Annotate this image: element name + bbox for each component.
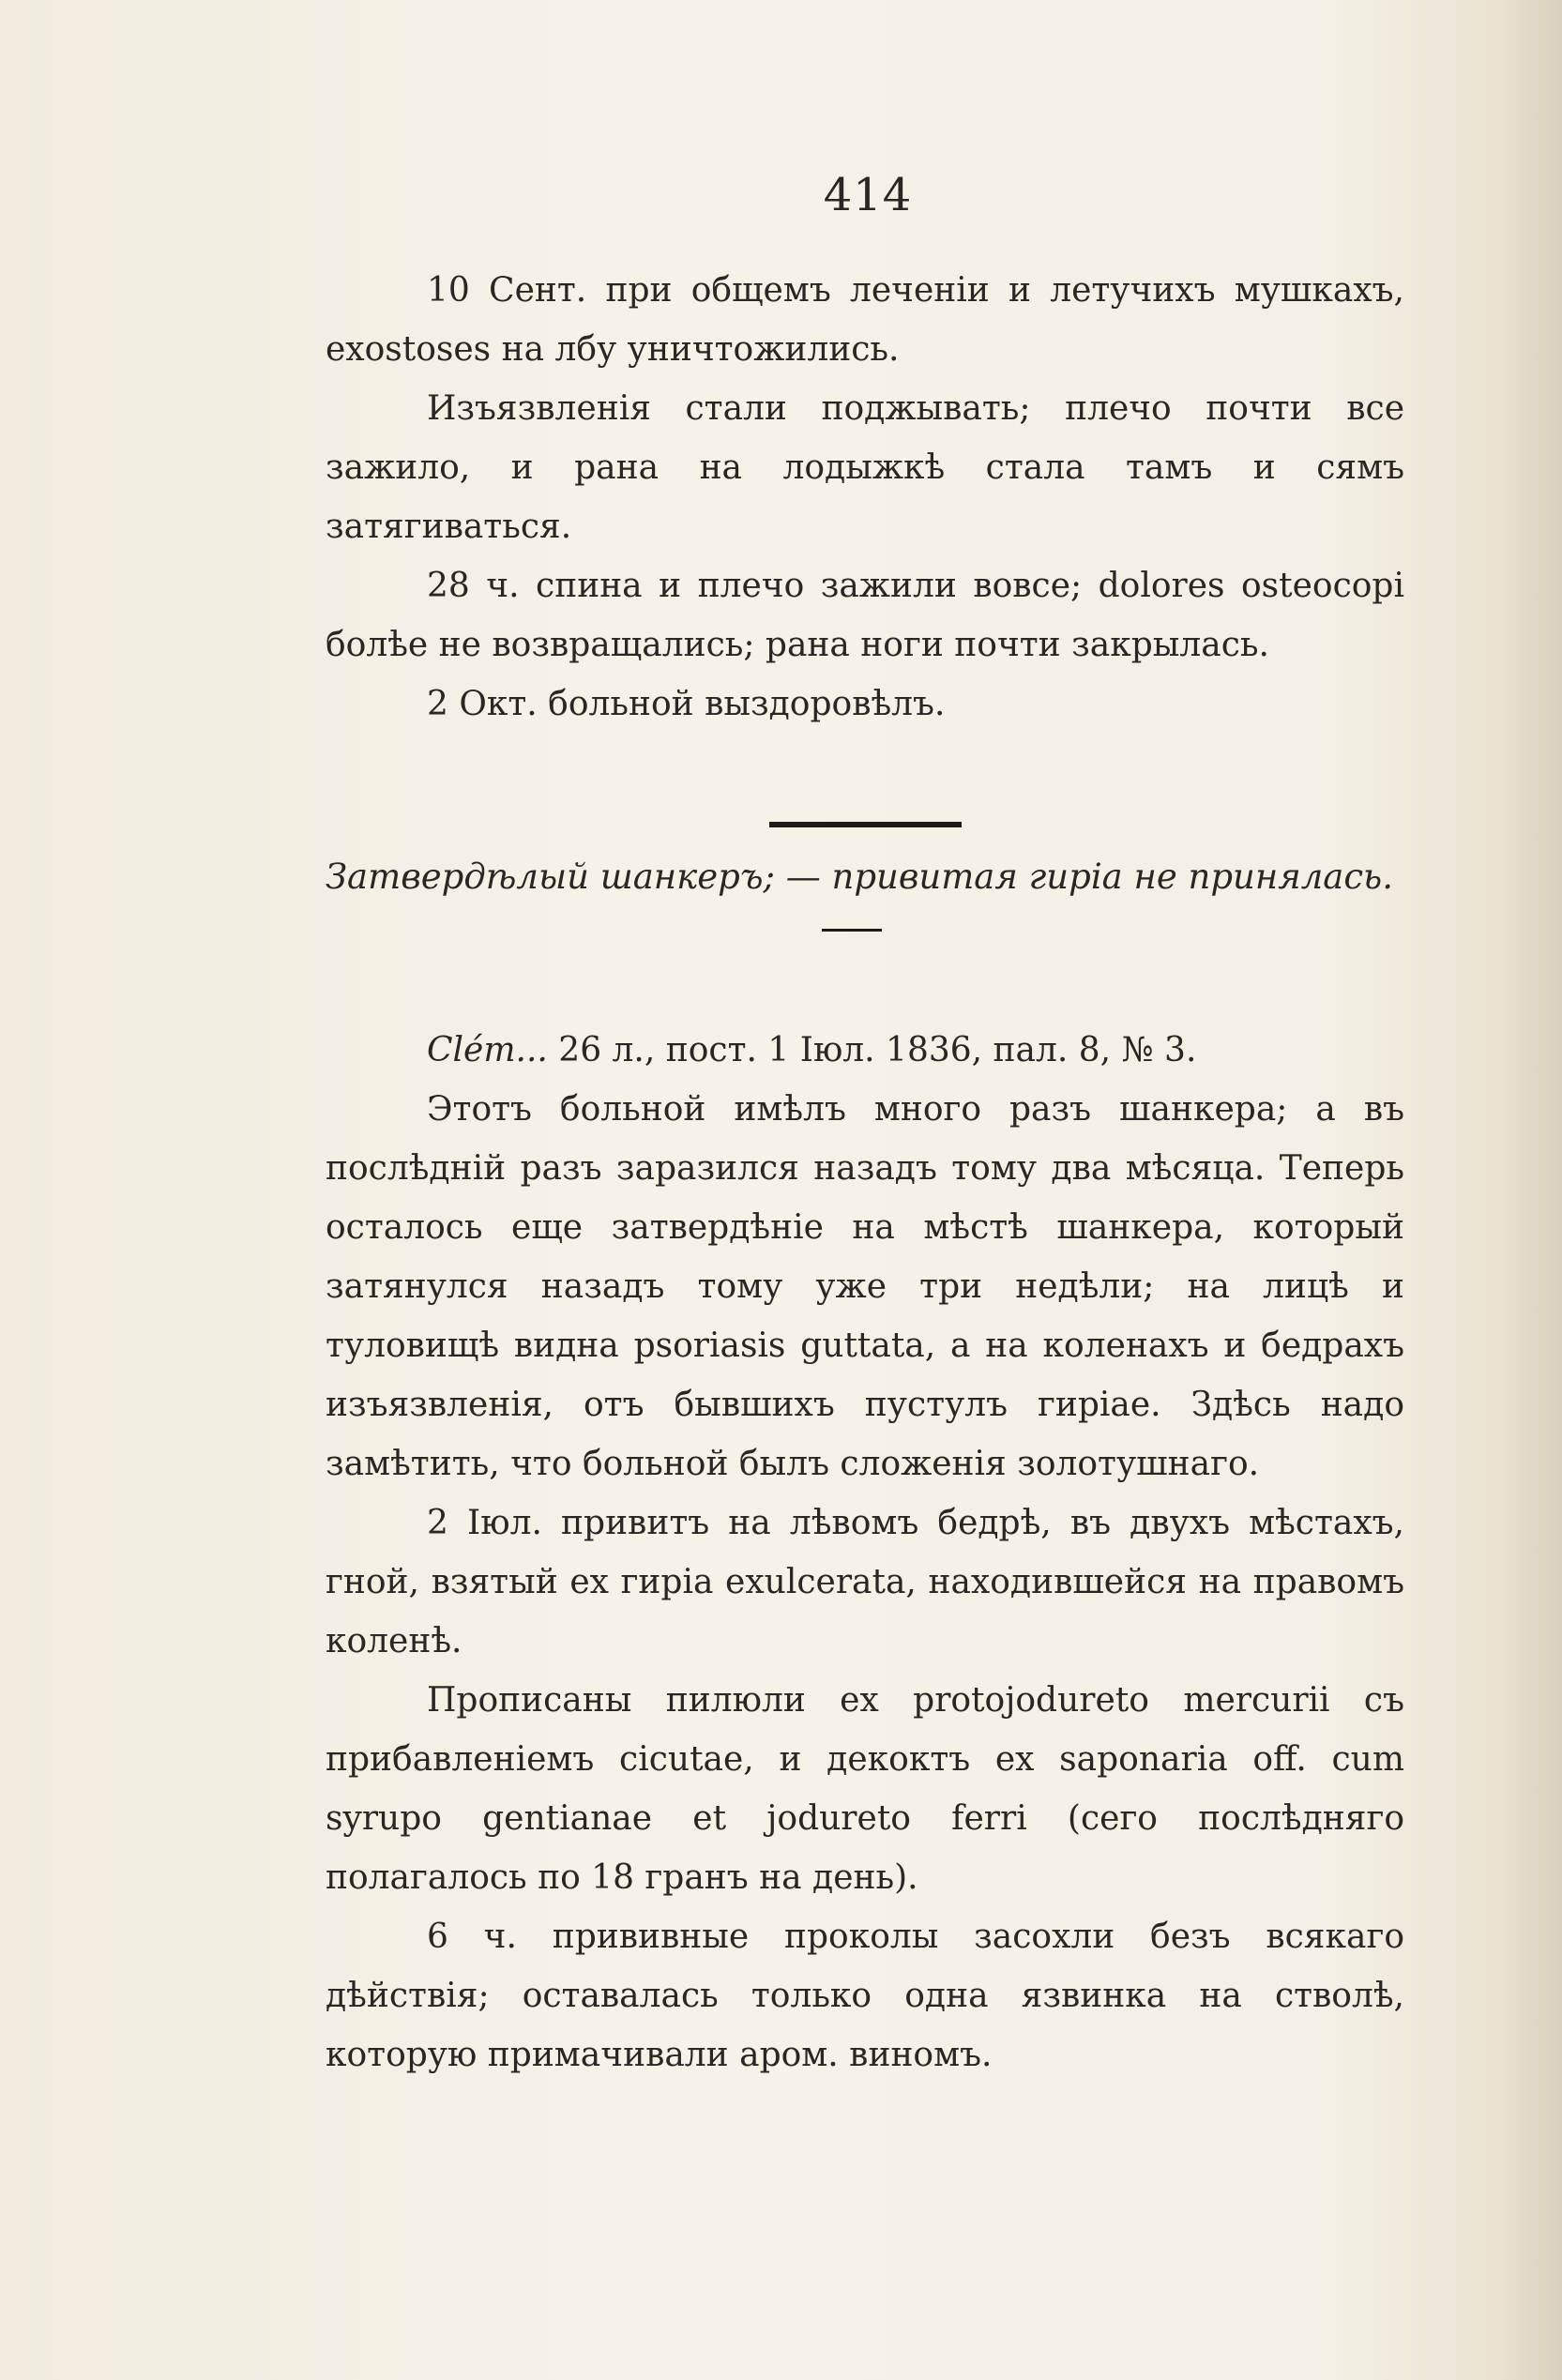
paragraph: 2 Окт. больной выздоровѣлъ. <box>427 685 946 723</box>
paragraph: Этотъ больной имѣлъ много разъ шанкера; а въ послѣдній разъ заразился назадъ тому два мѣсяца. Теперь осталось еще затвердѣніе на мѣстѣ шанкера, который затянулся назадъ тому уже три недѣли; на лицѣ и туловищѣ видна psoriasis guttata, а на коленахъ и бедрахъ изъязвленія, отъ бывшихъ пустулъ гиріае. Здѣсь надо замѣтить, что больной былъ сложенія золотушнаго. <box>326 1090 1404 1483</box>
paragraph: 10 Сент. при общемъ леченіи и летучихъ мушкахъ, exostoses на лбу уничтожились. <box>326 271 1404 369</box>
paragraph: 28 ч. спина и плечо зажили вовсе; dolores osteocopi болѣе не возвращались; рана ноги почти закрылась. <box>326 567 1404 664</box>
short-divider <box>822 929 882 932</box>
paragraph: 6 ч. прививные проколы засохли безъ всякаго дѣйствія; оставалась только одна язвинка на стволѣ, которую примачивали аром. виномъ. <box>326 1918 1404 2074</box>
case-title: Затвердѣлый шанкеръ; — привитая гиріа не принялась. <box>326 856 1393 897</box>
top-text-block <box>326 261 1404 734</box>
paragraph: Изъязвленія стали поджывать; плечо почти все зажило, и рана на лодыжкѣ стала тамъ и сямъ затягиваться. <box>326 389 1404 546</box>
case-header <box>326 1021 1404 1080</box>
paragraph: Прописаны пилюли ex protojodureto mercurii съ прибавленіемъ cicutae, и декоктъ ex saponaria off. cum syrupo gentianae et jodureto ferri (сего послѣдняго полагалось по 18 гранъ на день). <box>326 1681 1404 1897</box>
case-text-block <box>326 1021 1404 2084</box>
paragraph: 2 Іюл. привитъ на лѣвомъ бедрѣ, въ двухъ мѣстахъ, гной, взятый ex гиріа exulcerata, находившейся на правомъ коленѣ. <box>326 1504 1404 1660</box>
patient-details: 26 л., пост. 1 Іюл. 1836, пал. 8, № 3. <box>547 1031 1197 1069</box>
page-number: 414 <box>823 169 913 221</box>
patient-name: Clém... <box>427 1031 548 1069</box>
section-divider <box>769 822 962 827</box>
